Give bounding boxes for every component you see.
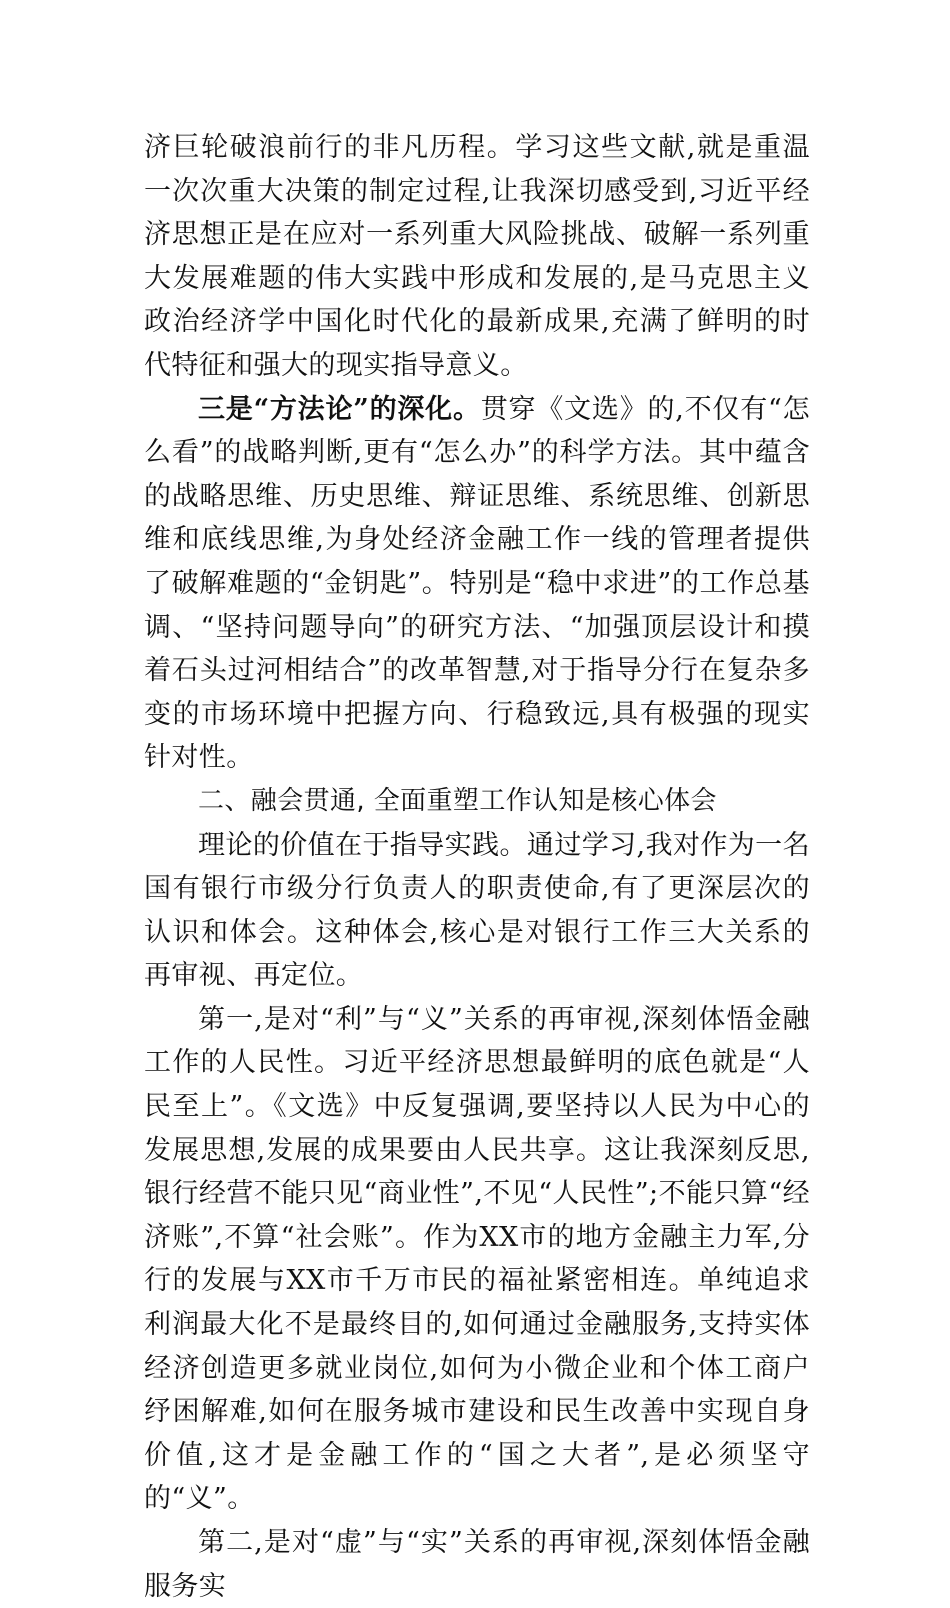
section-heading: 二、融会贯通, 全面重塑工作认知是核心体会 [198, 785, 717, 816]
document-body [144, 126, 810, 1608]
paragraph-intro: 理论的价值在于指导实践。通过学习,我对作为一名国有银行市级分行负责人的职责使命,有了更深层次的认识和体会。这种体会,核心是对银行工作三大关系的再审视、再定位。 [144, 829, 810, 992]
paragraph-first-relation: 第一,是对“利”与“义”关系的再审视,深刻体悟金融工作的人民性。习近平经济思想最鲜明的底色就是“人民至上”。《文选》中反复强调,要坚持以人民为中心的发展思想,发展的成果要由人民共享。这让我深刻反思,银行经营不能只见“商业性”,不见“人民性”;不能只算“经济账”,不算“社会账”。作为XX市的地方金融主力军,分行的发展与XX市千万市民的福祉紧密相连。单纯追求利润最大化不是最终目的,如何通过金融服务,支持实体经济创造更多就业岗位,如何为小微企业和个体工商户纾困解难,如何在服务城市建设和民生改善中实现自身价值,这才是金融工作的“国之大者”,是必须坚守的“义”。 [144, 1003, 810, 1515]
paragraph-second-relation: 第二,是对“虚”与“实”关系的再审视,深刻体悟金融服务实 [144, 1527, 810, 1602]
paragraph-continuation: 济巨轮破浪前行的非凡历程。学习这些文献,就是重温一次次重大决策的制定过程,让我深切感受到,习近平经济思想正是在应对一系列重大风险挑战、破解一系列重大发展难题的伟大实践中形成和发展的,是马克思主义政治经济学中国化时代化的最新成果,充满了鲜明的时代特征和强大的现实指导意义。 [144, 132, 810, 381]
paragraph-body: 贯穿《文选》的,不仅有“怎么看”的战略判断,更有“怎么办”的科学方法。其中蕴含的战略思维、历史思维、辩证思维、系统思维、创新思维和底线思维,为身处经济金融工作一线的管理者提供了破解难题的“金钥匙”。特别是“稳中求进”的工作总基调、“坚持问题导向”的研究方法、“加强顶层设计和摸着石头过河相结合”的改革智慧,对于指导分行在复杂多变的市场环境中把握方向、行稳致远,具有极强的现实针对性。 [144, 393, 810, 774]
paragraph-lead-bold: 三是“方法论”的深化。 [198, 393, 481, 425]
paragraph-methodology [144, 388, 810, 780]
